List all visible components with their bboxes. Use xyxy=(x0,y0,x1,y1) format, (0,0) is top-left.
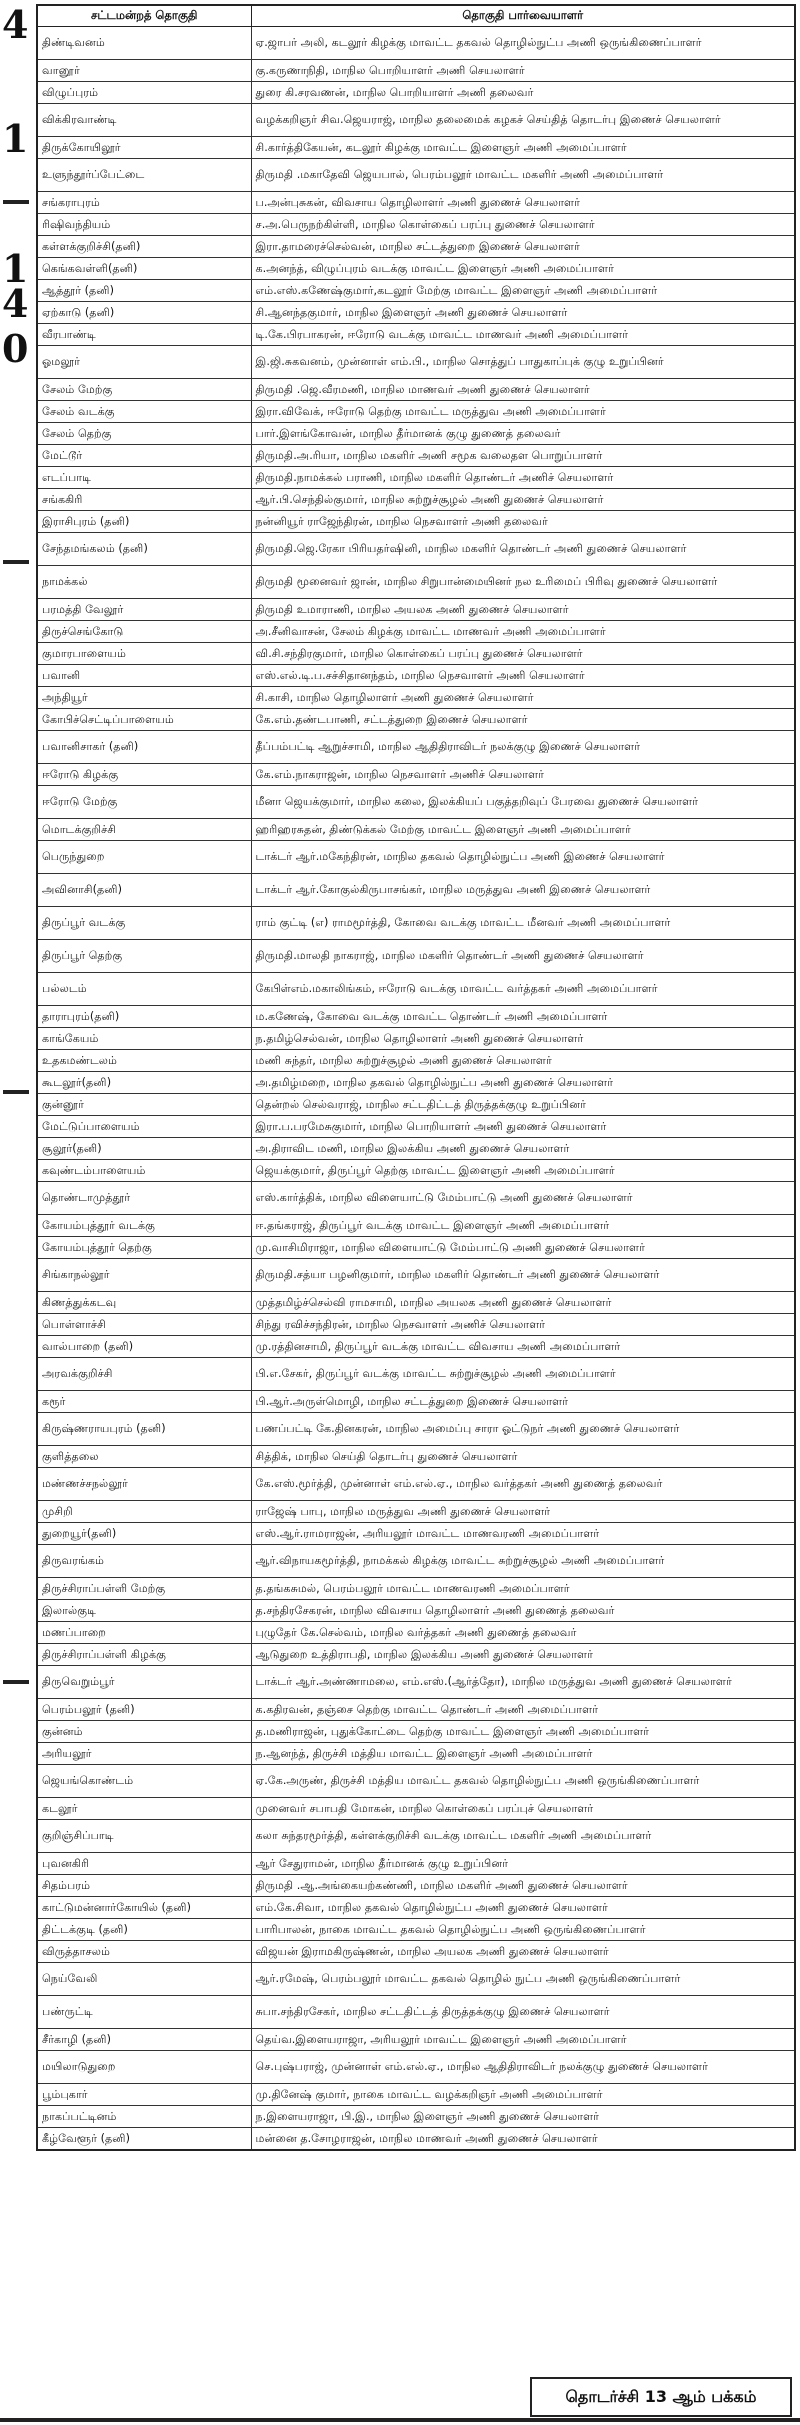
constituency-cell: காங்கேயம் xyxy=(37,1028,251,1050)
table-row xyxy=(37,302,795,324)
table-row xyxy=(37,214,795,236)
table-row xyxy=(37,1875,795,1897)
observer-cell: திருமதி உமாராணி, மாநில அயலக அணி துணைச் செயலாளர் xyxy=(251,599,795,621)
edge-fragment: 1 xyxy=(2,246,29,291)
constituency-cell: கிருஷ்ணராயபுரம் (தனி) xyxy=(37,1413,251,1446)
constituency-cell: சேலம் வடக்கு xyxy=(37,401,251,423)
constituency-cell: பூம்புகார் xyxy=(37,2084,251,2106)
observer-cell: கே.எம்.தண்டபாணி, சட்டத்துறை இணைச் செயலாளர் xyxy=(251,709,795,731)
observer-cell: சித்திக், மாநில செய்தி தொடர்பு துணைச் செயலாளர் xyxy=(251,1446,795,1468)
observer-cell: திருமதி மூனைவர் ஜான், மாநில சிறுபான்மையினர் நல உரிமைப் பிரிவு துணைச் செயலாளர் xyxy=(251,566,795,599)
observer-cell: பி.ஆர்.அருள்மொழி, மாநில சட்டத்துறை இணைச் செயலாளர் xyxy=(251,1391,795,1413)
observer-cell: ச.அ.பெருநற்கிள்ளி, மாநில கொள்கைப் பரப்பு துணைச் செயலாளர் xyxy=(251,214,795,236)
table-row xyxy=(37,379,795,401)
table-row xyxy=(37,1358,795,1391)
observer-cell: அ.தமிழ்மறை, மாநில தகவல் தொழில்நுட்ப அணி துணைச் செயலாளர் xyxy=(251,1072,795,1094)
observer-cell: தீப்பம்பட்டி ஆறுச்சாமி, மாநில ஆதிதிராவிடர் நலக்குழு இணைச் செயலாளர் xyxy=(251,731,795,764)
observer-cell: இ.ஜி.சுகவனம், முன்னாள் எம்.பி., மாநில சொத்துப் பாதுகாப்புக் குழு உறுப்பினர் xyxy=(251,346,795,379)
observer-cell: துரை கி.சரவணன், மாநில பொறியாளர் அணி தலைவர் xyxy=(251,82,795,104)
edge-rule xyxy=(3,1680,29,1684)
observer-cell: விஜயன் இராமகிருஷ்ணன், மாநில அயலக அணி துணைச் செயலாளர் xyxy=(251,1941,795,1963)
edge-rule xyxy=(3,200,29,204)
observer-cell: நன்னியூர் ராஜேந்திரன், மாநில நெசவாளர் அணி தலைவர் xyxy=(251,511,795,533)
observer-cell: க.அனந்த், விழுப்புரம் வடக்கு மாவட்ட இளைஞர் அணி அமைப்பாளர் xyxy=(251,258,795,280)
constituency-cell: பரமத்தி வேலூர் xyxy=(37,599,251,621)
observer-cell: ஆர்.பி.செந்தில்குமார், மாநில சுற்றுச்சூழல் அணி துணைச் செயலாளர் xyxy=(251,489,795,511)
constituency-cell: வானூர் xyxy=(37,60,251,82)
constituency-cell: வால்பாறை (தனி) xyxy=(37,1336,251,1358)
observer-cell: அ.சீனிவாசன், சேலம் கிழக்கு மாவட்ட மாணவர் அணி அமைப்பாளர் xyxy=(251,621,795,643)
table-row xyxy=(37,786,795,819)
constituency-cell: பெருந்துறை xyxy=(37,841,251,874)
constituency-cell: விருத்தாசலம் xyxy=(37,1941,251,1963)
table-row xyxy=(37,1028,795,1050)
constituency-cell: நாகப்பட்டினம் xyxy=(37,2106,251,2128)
observer-cell: ஜெயக்குமார், திருப்பூர் தெற்கு மாவட்ட இளைஞர் அணி அமைப்பாளர் xyxy=(251,1160,795,1182)
observer-cell: பி.எ.சேகர், திருப்பூர் வடக்கு மாவட்ட சுற்றுச்சூழல் அணி அமைப்பாளர் xyxy=(251,1358,795,1391)
table-row xyxy=(37,104,795,137)
observer-cell: ஏ.ஜாபர் அலி, கடலூர் கிழக்கு மாவட்ட தகவல் தொழில்நுட்ப அணி ஒருங்கிணைப்பாளர் xyxy=(251,27,795,60)
table-row xyxy=(37,2084,795,2106)
table-row xyxy=(37,1919,795,1941)
observer-cell: ஏ.கே.அருண், திருச்சி மத்திய மாவட்ட தகவல் தொழில்நுட்ப அணி ஒருங்கிணைப்பாளர் xyxy=(251,1765,795,1798)
observer-cell: கேபிள்எம்.மகாலிங்கம், ஈரோடு வடக்கு மாவட்ட வர்த்தகர் அணி அமைப்பாளர் xyxy=(251,973,795,1006)
table-body xyxy=(37,27,795,2151)
constituency-cell: கெங்கவள்ளி(தனி) xyxy=(37,258,251,280)
observer-cell: மு.ரத்தினசாமி, திருப்பூர் வடக்கு மாவட்ட விவசாய அணி அமைப்பாளர் xyxy=(251,1336,795,1358)
table-row xyxy=(37,346,795,379)
header-observer: தொகுதி பார்வையாளர் xyxy=(251,5,795,27)
observer-cell: எஸ்.எல்.டி.ப.சச்சிதானந்தம், மாநில நெசவாளர் அணி செயலாளர் xyxy=(251,665,795,687)
table-row xyxy=(37,1545,795,1578)
table-row xyxy=(37,841,795,874)
table-row xyxy=(37,258,795,280)
constituency-cell: திருச்செங்கோடு xyxy=(37,621,251,643)
table-row xyxy=(37,1391,795,1413)
constituency-cell: சூலூர்(தனி) xyxy=(37,1138,251,1160)
observer-cell: ந.தமிழ்செல்வன், மாநில தொழிலாளர் அணி துணைச் செயலாளர் xyxy=(251,1028,795,1050)
constituency-cell: அந்தியூர் xyxy=(37,687,251,709)
table-row xyxy=(37,665,795,687)
constituency-cell: மணப்பாறை xyxy=(37,1622,251,1644)
table-row xyxy=(37,1897,795,1919)
table-row xyxy=(37,1721,795,1743)
observer-cell: சிந்து ரவிச்சந்திரன், மாநில நெசவாளர் அணிச் செயலாளர் xyxy=(251,1314,795,1336)
table-row xyxy=(37,1853,795,1875)
constituency-cell: குமாரபாளையம் xyxy=(37,643,251,665)
observer-cell: த.மணிராஜன், புதுக்கோட்டை தெற்கு மாவட்ட இளைஞர் அணி அமைப்பாளர் xyxy=(251,1721,795,1743)
edge-rule xyxy=(3,560,29,564)
observer-cell: திருமதி.நாமக்கல் பராணி, மாநில மகளிர் தொண்டர் அணிச் செயலாளர் xyxy=(251,467,795,489)
observer-cell: முத்தமிழ்ச்செல்வி ராமசாமி, மாநில அயலக அணி துணைச் செயலாளர் xyxy=(251,1292,795,1314)
table-row xyxy=(37,1963,795,1996)
constituency-cell: பொள்ளாச்சி xyxy=(37,1314,251,1336)
observer-cell: திருமதி.மாலதி நாகராஜ், மாநில மகளிர் தொண்டர் அணி துணைச் செயலாளர் xyxy=(251,940,795,973)
constituency-cell: மேட்டூர் xyxy=(37,445,251,467)
table-row xyxy=(37,1996,795,2029)
table-row xyxy=(37,1523,795,1545)
constituency-cell: கரூர் xyxy=(37,1391,251,1413)
observer-cell: ந.ஆனந்த், திருச்சி மத்திய மாவட்ட இளைஞர் அணி அமைப்பாளர் xyxy=(251,1743,795,1765)
table-row xyxy=(37,819,795,841)
observer-cell: ஹரிஹரசுதன், திண்டுக்கல் மேற்கு மாவட்ட இளைஞர் அணி அமைப்பாளர் xyxy=(251,819,795,841)
constituency-cell: உதகமண்டலம் xyxy=(37,1050,251,1072)
constituency-cell: திருவெறும்பூர் xyxy=(37,1666,251,1699)
constituency-cell: விழுப்புரம் xyxy=(37,82,251,104)
constituency-cell: கோயம்புத்தூர் வடக்கு xyxy=(37,1215,251,1237)
observer-cell: ம.கணேஷ், கோவை வடக்கு மாவட்ட தொண்டர் அணி அமைப்பாளர் xyxy=(251,1006,795,1028)
constituency-cell: குறிஞ்சிப்பாடி xyxy=(37,1820,251,1853)
observer-cell: டாக்டர் ஆர்.அண்ணாமலை, எம்.எஸ்.(ஆர்த்தோ), மாநில மருத்துவ அணி துணைச் செயலாளர் xyxy=(251,1666,795,1699)
observer-cell: மன்னை த.சோழராஜன், மாநில மாணவர் அணி துணைச் செயலாளர் xyxy=(251,2128,795,2151)
constituency-cell: ஈரோடு கிழக்கு xyxy=(37,764,251,786)
table-row xyxy=(37,401,795,423)
observer-cell: திருமதி .ஜெ.வீரமணி, மாநில மாணவர் அணி துணைச் செயலாளர் xyxy=(251,379,795,401)
table-row xyxy=(37,1622,795,1644)
table-row xyxy=(37,907,795,940)
table-row xyxy=(37,2051,795,2084)
constituency-cell: பவானிசாகர் (தனி) xyxy=(37,731,251,764)
observer-cell: த.தங்கசுமல், பெரம்பலூர் மாவட்ட மாணவரணி அமைப்பாளர் xyxy=(251,1578,795,1600)
table-row xyxy=(37,1743,795,1765)
table-row xyxy=(37,2128,795,2151)
observer-cell: திருமதி.ஜெ.ரேகா பிரியதர்ஷினி, மாநில மகளிர் தொண்டர் அணி துணைச் செயலாளர் xyxy=(251,533,795,566)
observer-cell: கே.எஸ்.மூர்த்தி, முன்னாள் எம்.எல்.ஏ., மாநில வர்த்தகர் அணி துணைத் தலைவர் xyxy=(251,1468,795,1501)
constituency-cell: துறையூர்(தனி) xyxy=(37,1523,251,1545)
observer-cell: ராஜேஷ் பாபு, மாநில மருத்துவ அணி துணைச் செயலாளர் xyxy=(251,1501,795,1523)
table-row xyxy=(37,1501,795,1523)
observer-cell: கே.எம்.நாகராஜன், மாநில நெசவாளர் அணிச் செயலாளர் xyxy=(251,764,795,786)
observer-cell: டி.கே.பிரபாகரன், ஈரோடு வடக்கு மாவட்ட மாணவர் அணி அமைப்பாளர் xyxy=(251,324,795,346)
table-row xyxy=(37,511,795,533)
observer-cell: மு.தினேஷ் குமார், நாகை மாவட்ட வழக்கறிஞர் அணி அமைப்பாளர் xyxy=(251,2084,795,2106)
constituency-cell: கள்ளக்குறிச்சி(தனி) xyxy=(37,236,251,258)
constituency-cell: குன்னம் xyxy=(37,1721,251,1743)
table-row xyxy=(37,1798,795,1820)
observer-cell: வழக்கறிஞர் சிவ.ஜெயராஜ், மாநில தலைமைக் கழகச் செய்தித் தொடர்பு இணைச் செயலாளர் xyxy=(251,104,795,137)
constituency-cell: நாமக்கல் xyxy=(37,566,251,599)
observer-cell: எஸ்.ஆர்.ராமராஜன், அரியலூர் மாவட்ட மாணவரணி அமைப்பாளர் xyxy=(251,1523,795,1545)
table-row xyxy=(37,940,795,973)
constituency-cell: கிணத்துக்கடவு xyxy=(37,1292,251,1314)
constituency-cell: ஆத்தூர் (தனி) xyxy=(37,280,251,302)
observer-cell: பணப்பட்டி கே.தினகரன், மாநில அமைப்பு சாரா ஓட்டுநர் அணி துணைச் செயலாளர் xyxy=(251,1413,795,1446)
constituency-cell: திருப்பூர் வடக்கு xyxy=(37,907,251,940)
table-row xyxy=(37,1314,795,1336)
constituency-cell: திருவரங்கம் xyxy=(37,1545,251,1578)
table-row xyxy=(37,2029,795,2051)
table-row xyxy=(37,731,795,764)
constituency-cell: ஜெயங்கொண்டம் xyxy=(37,1765,251,1798)
observer-cell: பார்.இளங்கோவன், மாநில தீர்மானக் குழு துணைத் தலைவர் xyxy=(251,423,795,445)
constituency-cell: கடலூர் xyxy=(37,1798,251,1820)
constituency-cell: ஓமலூர் xyxy=(37,346,251,379)
observer-cell: எஸ்.கார்த்திக், மாநில விளையாட்டு மேம்பாட்டு அணி துணைச் செயலாளர் xyxy=(251,1182,795,1215)
table-row xyxy=(37,1259,795,1292)
table-row xyxy=(37,1160,795,1182)
table-row xyxy=(37,1072,795,1094)
table-row xyxy=(37,621,795,643)
bottom-rule xyxy=(0,2418,800,2422)
constituency-cell: திட்டக்குடி (தனி) xyxy=(37,1919,251,1941)
observer-cell: மு.வாசிமிராஜா, மாநில விளையாட்டு மேம்பாட்டு அணி துணைச் செயலாளர் xyxy=(251,1237,795,1259)
constituency-cell: சங்ககிரி xyxy=(37,489,251,511)
table-row xyxy=(37,1215,795,1237)
table-row xyxy=(37,467,795,489)
left-edge-fragments xyxy=(0,0,34,2372)
observer-cell: இரா.விவேக், ஈரோடு தெற்கு மாவட்ட மருத்துவ அணி அமைப்பாளர் xyxy=(251,401,795,423)
table-row xyxy=(37,1446,795,1468)
table-row xyxy=(37,1237,795,1259)
constituency-cell: இராசிபுரம் (தனி) xyxy=(37,511,251,533)
table-row xyxy=(37,1292,795,1314)
table-row xyxy=(37,973,795,1006)
observer-cell: ப.அன்புசுகன், விவசாய தொழிலாளர் அணி துணைச் செயலாளர் xyxy=(251,192,795,214)
observer-cell: ஆர்.விநாயகமூர்த்தி, நாமக்கல் கிழக்கு மாவட்ட சுற்றுச்சூழல் அணி அமைப்பாளர் xyxy=(251,1545,795,1578)
constituency-cell: மொடக்குறிச்சி xyxy=(37,819,251,841)
constituency-cell: திருப்பூர் தெற்கு xyxy=(37,940,251,973)
table-row xyxy=(37,1336,795,1358)
table-row xyxy=(37,1820,795,1853)
table-row xyxy=(37,1699,795,1721)
observer-cell: த.சந்திரசேகரன், மாநில விவசாய தொழிலாளர் அணி துணைத் தலைவர் xyxy=(251,1600,795,1622)
constituency-cell: கோயம்புத்தூர் தெற்கு xyxy=(37,1237,251,1259)
observer-cell: திருமதி.அ.ரியா, மாநில மகளிர் அணி சமூக வலைதள பொறுப்பாளர் xyxy=(251,445,795,467)
observer-cell: திருமதி .மகாதேவி ஜெயபால், பெரம்பலூர் மாவட்ட மகளிர் அணி அமைப்பாளர் xyxy=(251,159,795,192)
observer-cell: சி.ஆனந்தகுமார், மாநில இளைஞர் அணி துணைச் செயலாளர் xyxy=(251,302,795,324)
table-header-row xyxy=(37,5,795,27)
observer-cell: திருமதி.சத்யா பழனிகுமார், மாநில மகளிர் தொண்டர் அணி துணைச் செயலாளர் xyxy=(251,1259,795,1292)
constituency-cell: திருச்சிராப்பள்ளி மேற்கு xyxy=(37,1578,251,1600)
table-row xyxy=(37,280,795,302)
observer-cell: டாக்டர் ஆர்.கோகுல்கிருபாசங்கர், மாநில மருத்துவ அணி இணைச் செயலாளர் xyxy=(251,874,795,907)
header-constituency: சட்டமன்றத் தொகுதி xyxy=(37,5,251,27)
observer-cell: முனைவர் சபாபதி மோகன், மாநில கொள்கைப் பரப்புச் செயலாளர் xyxy=(251,1798,795,1820)
edge-fragment: 0 xyxy=(2,326,29,371)
observer-cell: ஆடுதுறை உத்திராபதி, மாநில இலக்கிய அணி துணைச் செயலாளர் xyxy=(251,1644,795,1666)
observer-cell: புழுதேர் கே.செல்வம், மாநில வர்த்தகர் அணி துணைத் தலைவர் xyxy=(251,1622,795,1644)
table-row xyxy=(37,60,795,82)
observer-cell: டாக்டர் ஆர்.மகேந்திரன், மாநில தகவல் தொழில்நுட்ப அணி இணைச் செயலாளர் xyxy=(251,841,795,874)
table-row xyxy=(37,1094,795,1116)
constituency-cell: காட்டுமன்னார்கோயில் (தனி) xyxy=(37,1897,251,1919)
constituency-cell: புவனகிரி xyxy=(37,1853,251,1875)
constituency-cell: முசிறி xyxy=(37,1501,251,1523)
observer-cell: வி.சி.சந்திரகுமார், மாநில கொள்கைப் பரப்பு துணைச் செயலாளர் xyxy=(251,643,795,665)
constituency-cell: குளித்தலை xyxy=(37,1446,251,1468)
constituency-cell: சேலம் தெற்கு xyxy=(37,423,251,445)
observer-cell: திருமதி .ஆ.அங்கையற்கண்ணி, மாநில மகளிர் அணி துணைச் செயலாளர் xyxy=(251,1875,795,1897)
table-row xyxy=(37,1006,795,1028)
table-row xyxy=(37,82,795,104)
edge-fragment: 4 xyxy=(2,281,29,326)
table-row xyxy=(37,1050,795,1072)
table-row xyxy=(37,1578,795,1600)
observer-cell: இரா.தாமரைச்செல்வன், மாநில சட்டத்துறை இணைச் செயலாளர் xyxy=(251,236,795,258)
observer-cell: அ.திராவிட மணி, மாநில இலக்கிய அணி துணைச் செயலாளர் xyxy=(251,1138,795,1160)
observer-cell: சி.கார்த்திகேயன், கடலூர் கிழக்கு மாவட்ட இளைஞர் அணி அமைப்பாளர் xyxy=(251,137,795,159)
observer-cell: சி.காசி, மாநில தொழிலாளர் அணி துணைச் செயலாளர் xyxy=(251,687,795,709)
observer-cell: ந.இளையராஜா, பி.இ., மாநில இளைஞர் அணி துணைச் செயலாளர் xyxy=(251,2106,795,2128)
observer-cell: மீனா ஜெயக்குமார், மாநில கலை, இலக்கியப் பகுத்தறிவுப் பேரவை துணைச் செயலாளர் xyxy=(251,786,795,819)
observer-cell: இரா.ப.பரமேசுகுமார், மாநில பொறியாளர் அணி துணைச் செயலாளர் xyxy=(251,1116,795,1138)
constituency-cell: குன்னூர் xyxy=(37,1094,251,1116)
table-row xyxy=(37,1600,795,1622)
constituency-cell: கோபிச்செட்டிப்பாளையம் xyxy=(37,709,251,731)
edge-rule xyxy=(3,1090,29,1094)
observer-cell: ராம் குட்டி (எ) ராமமூர்த்தி, கோவை வடக்கு மாவட்ட மீனவர் அணி அமைப்பாளர் xyxy=(251,907,795,940)
continuation-box: தொடர்ச்சி 13 ஆம் பக்கம் xyxy=(530,2377,792,2417)
constituency-cell: மேட்டுப்பாளையம் xyxy=(37,1116,251,1138)
constituency-cell: மண்ணச்சநல்லூர் xyxy=(37,1468,251,1501)
table-row xyxy=(37,489,795,511)
constituency-cell: திருச்சிராப்பள்ளி கிழக்கு xyxy=(37,1644,251,1666)
constituency-cell: திண்டிவனம் xyxy=(37,27,251,60)
constituency-cell: ஈரோடு மேற்கு xyxy=(37,786,251,819)
constituency-cell: பெரம்பலூர் (தனி) xyxy=(37,1699,251,1721)
table-row xyxy=(37,236,795,258)
table-row xyxy=(37,324,795,346)
table-row xyxy=(37,1182,795,1215)
constituency-cell: உளுந்தூர்ப்பேட்டை xyxy=(37,159,251,192)
observer-cell: மணி சுந்தர், மாநில சுற்றுச்சூழல் அணி துணைச் செயலாளர் xyxy=(251,1050,795,1072)
constituency-cell: தாராபுரம்(தனி) xyxy=(37,1006,251,1028)
table-row xyxy=(37,874,795,907)
observer-cell: க.கதிரவன், தஞ்சை தெற்கு மாவட்ட தொண்டர் அணி அமைப்பாளர் xyxy=(251,1699,795,1721)
table-row xyxy=(37,1666,795,1699)
table-row xyxy=(37,137,795,159)
constituency-cell: சங்கராபுரம் xyxy=(37,192,251,214)
edge-fragment: 4 xyxy=(2,2,29,47)
table-row xyxy=(37,1138,795,1160)
table-row xyxy=(37,2106,795,2128)
table-row xyxy=(37,764,795,786)
table-row xyxy=(37,445,795,467)
table-row xyxy=(37,1116,795,1138)
table-row xyxy=(37,599,795,621)
constituency-cell: பவானி xyxy=(37,665,251,687)
constituency-cell: சீர்காழி (தனி) xyxy=(37,2029,251,2051)
constituency-cell: பண்ருட்டி xyxy=(37,1996,251,2029)
constituency-cell: கூடலூர்(தனி) xyxy=(37,1072,251,1094)
constituency-cell: ரிஷிவந்தியம் xyxy=(37,214,251,236)
table-row xyxy=(37,566,795,599)
observers-table xyxy=(36,4,796,2151)
table-row xyxy=(37,192,795,214)
constituency-cell: கவுண்டம்பாளையம் xyxy=(37,1160,251,1182)
constituency-cell: நெய்வேலி xyxy=(37,1963,251,1996)
observer-cell: எம்.எஸ்.கணேஷ்குமார்,கடலூர் மேற்கு மாவட்ட இளைஞர் அணி அமைப்பாளர் xyxy=(251,280,795,302)
table-row xyxy=(37,27,795,60)
observer-cell: சுபா.சந்திரசேகர், மாநில சட்டதிட்டத் திருத்தக்குழு இணைச் செயலாளர் xyxy=(251,1996,795,2029)
table-row xyxy=(37,709,795,731)
observer-cell: தெய்வ.இளையராஜா, அரியலூர் மாவட்ட இளைஞர் அணி அமைப்பாளர் xyxy=(251,2029,795,2051)
observer-cell: கு.கருணாநிதி, மாநில பொறியாளர் அணி செயலாளர் xyxy=(251,60,795,82)
constituency-cell: சேலம் மேற்கு xyxy=(37,379,251,401)
constituency-cell: இலால்குடி xyxy=(37,1600,251,1622)
observer-cell: ஈ.தங்கராஜ், திருப்பூர் வடக்கு மாவட்ட இளைஞர் அணி அமைப்பாளர் xyxy=(251,1215,795,1237)
table-row xyxy=(37,1468,795,1501)
table-row xyxy=(37,423,795,445)
observer-cell: கலா சுந்தரமூர்த்தி, கள்ளக்குறிச்சி வடக்கு மாவட்ட மகளிர் அணி அமைப்பாளர் xyxy=(251,1820,795,1853)
observer-cell: தென்றல் செல்வராஜ், மாநில சட்டதிட்டத் திருத்தக்குழு உறுப்பினர் xyxy=(251,1094,795,1116)
constituency-cell: தொண்டாமுத்தூர் xyxy=(37,1182,251,1215)
observer-cell: செ.புஷ்பராஜ், முன்னாள் எம்.எல்.ஏ., மாநில ஆதிதிராவிடர் நலக்குழு துணைச் செயலாளர் xyxy=(251,2051,795,2084)
constituency-cell: மயிலாடுதுறை xyxy=(37,2051,251,2084)
observer-cell: ஆர்.ரமேஷ், பெரம்பலூர் மாவட்ட தகவல் தொழில் நுட்ப அணி ஒருங்கிணைப்பாளர் xyxy=(251,1963,795,1996)
table-row xyxy=(37,159,795,192)
constituency-cell: அரியலூர் xyxy=(37,1743,251,1765)
table-row xyxy=(37,533,795,566)
constituency-cell: விக்கிரவாண்டி xyxy=(37,104,251,137)
constituency-cell: சிங்காநல்லூர் xyxy=(37,1259,251,1292)
constituency-cell: சிதம்பரம் xyxy=(37,1875,251,1897)
constituency-cell: கீழ்வேளூர் (தனி) xyxy=(37,2128,251,2151)
constituency-cell: அவினாசி(தனி) xyxy=(37,874,251,907)
constituency-cell: பல்லடம் xyxy=(37,973,251,1006)
table-row xyxy=(37,1941,795,1963)
constituency-cell: திருக்கோயிலூர் xyxy=(37,137,251,159)
constituency-cell: சேந்தமங்கலம் (தனி) xyxy=(37,533,251,566)
constituency-cell: அரவக்குறிச்சி xyxy=(37,1358,251,1391)
table-row xyxy=(37,687,795,709)
table-row xyxy=(37,1644,795,1666)
constituency-cell: ஏற்காடு (தனி) xyxy=(37,302,251,324)
table-row xyxy=(37,1413,795,1446)
edge-fragment: 1 xyxy=(2,116,29,161)
observer-cell: எம்.கே.சிவா, மாநில தகவல் தொழில்நுட்ப அணி துணைச் செயலாளர் xyxy=(251,1897,795,1919)
observer-cell: ஆர் சேதுராமன், மாநில தீர்மானக் குழு உறுப்பினர் xyxy=(251,1853,795,1875)
table-row xyxy=(37,643,795,665)
observer-cell: பாரிபாலன், நாகை மாவட்ட தகவல் தொழில்நுட்ப அணி ஒருங்கிணைப்பாளர் xyxy=(251,1919,795,1941)
constituency-cell: எடப்பாடி xyxy=(37,467,251,489)
table-row xyxy=(37,1765,795,1798)
constituency-cell: வீரபாண்டி xyxy=(37,324,251,346)
